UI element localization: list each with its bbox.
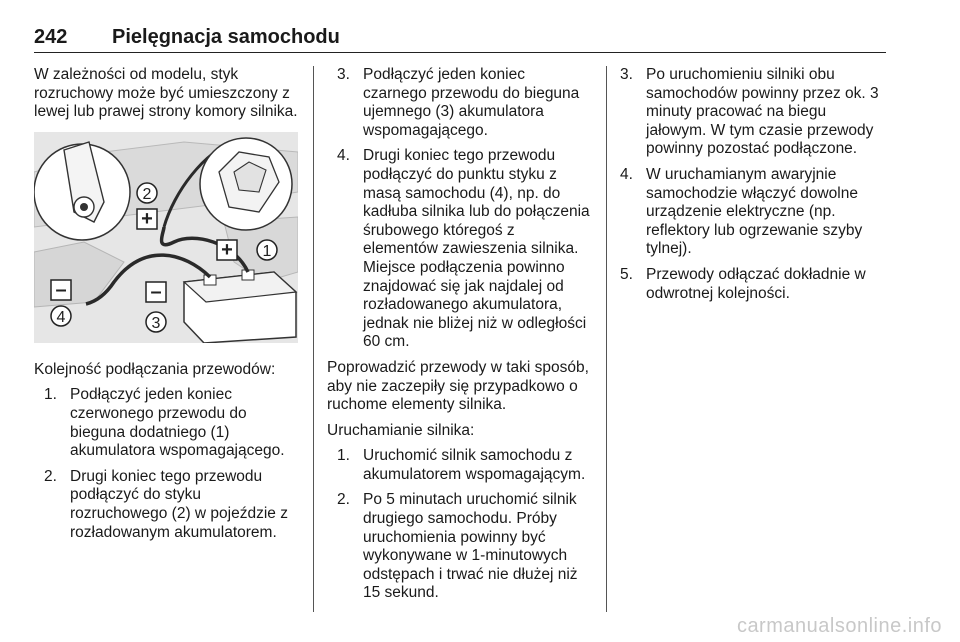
- connect-steps-continued: [327, 66, 593, 352]
- step-text: Uruchomić silnik samochodu z akumulatorem wspomagającym.: [363, 447, 586, 483]
- step-text: Po 5 minutach uruchomić silnik drugiego samochodu. Próby uruchomienia powinny być wykonywane w 1-minutowych odstępach i trwać nie dłużej niż 15 sekund.: [363, 491, 578, 602]
- list-item: [34, 386, 300, 460]
- start-steps-continued: [620, 66, 886, 303]
- step-number: 2.: [44, 467, 57, 485]
- terminal-detail: [200, 138, 292, 230]
- column-right: [620, 66, 886, 310]
- list-item: [34, 468, 300, 542]
- step-number: 4.: [337, 147, 350, 165]
- routing-paragraph: Poprowadzić przewody w taki sposób, aby nie zaczepiły się przypadkowo o ruchome elementy silnika.: [327, 358, 589, 414]
- label-3: 3: [151, 314, 161, 332]
- plus-sign-2: +: [141, 207, 153, 230]
- list-item: [327, 66, 593, 140]
- label-2: 2: [142, 185, 152, 203]
- step-text: Przewody odłączać dokładnie w odwrotnej kolejności.: [646, 265, 866, 302]
- watermark: carmanualsonline.info: [736, 615, 942, 637]
- jump-start-diagram: [34, 132, 298, 343]
- list-item: [620, 166, 886, 259]
- step-number: 4.: [620, 165, 633, 183]
- step-number: 1.: [44, 386, 57, 404]
- step-number: 3.: [337, 66, 350, 83]
- jump-start-illustration: [34, 132, 298, 343]
- plus-sign-1: +: [221, 238, 233, 261]
- page-header: [34, 26, 886, 53]
- step-text: Podłączyć jeden koniec czerwonego przewodu do bieguna dodatniego (1) akumulatora wspomagającego.: [70, 386, 285, 460]
- connect-steps-list: [34, 386, 300, 542]
- step-number: 5.: [620, 265, 633, 283]
- start-heading: Uruchamianie silnika:: [327, 421, 475, 439]
- column-divider: [313, 66, 314, 612]
- column-divider: [606, 66, 607, 612]
- list-item: [327, 491, 593, 603]
- minus-sign-3: –: [150, 280, 162, 303]
- list-item: [327, 147, 593, 352]
- step-text: W uruchamianym awaryjnie samochodzie włączyć dowolne urządzenie elektryczne (np. reflektory lub ogrzewanie szyby tylnej).: [646, 165, 863, 258]
- battery-shape: [184, 270, 296, 343]
- list-item: [620, 266, 886, 303]
- label-4: 4: [56, 308, 66, 326]
- column-middle: [327, 66, 593, 610]
- start-steps-list: [327, 447, 593, 603]
- step-number: 3.: [620, 66, 633, 83]
- chapter-title: Pielęgnacja samochodu: [112, 26, 340, 48]
- list-item: [327, 447, 593, 484]
- intro-paragraph: W zależności od modelu, styk rozruchowy może być umieszczony z lewej lub prawej strony komory silnika.: [34, 66, 298, 121]
- label-1: 1: [262, 242, 272, 260]
- column-left: [34, 66, 300, 549]
- step-text: Drugi koniec tego przewodu podłączyć do styku rozruchowego (2) w pojeździe z rozładowanym akumulatorem.: [70, 467, 288, 541]
- connect-heading: Kolejność podłączania przewodów:: [34, 360, 276, 378]
- page-number: 242: [34, 26, 68, 48]
- minus-sign-4: –: [55, 278, 67, 301]
- step-number: 1.: [337, 447, 350, 465]
- lug-detail: [34, 142, 130, 240]
- step-text: Drugi koniec tego przewodu podłączyć do punktu styku z masą samochodu (4), np. do kadłuba silnika lub do połączenia śrubowego któregoś z elementów zawieszenia silnika. Miejsce podłączenia powinno znajdować się jak najdalej od rozładowanego akumulatora, jednak nie bliżej niż w odległości 60 cm.: [363, 147, 590, 351]
- step-text: Po uruchomieniu silniki obu samochodów powinny przez ok. 3 minuty pracować na biegu jałowym. W tym czasie przewody powinny pozostać podłączone.: [646, 66, 879, 158]
- list-item: [620, 66, 886, 159]
- step-number: 2.: [337, 491, 350, 509]
- step-text: Podłączyć jeden koniec czarnego przewodu do bieguna ujemnego (3) akumulatora wspomagającego.: [363, 66, 580, 139]
